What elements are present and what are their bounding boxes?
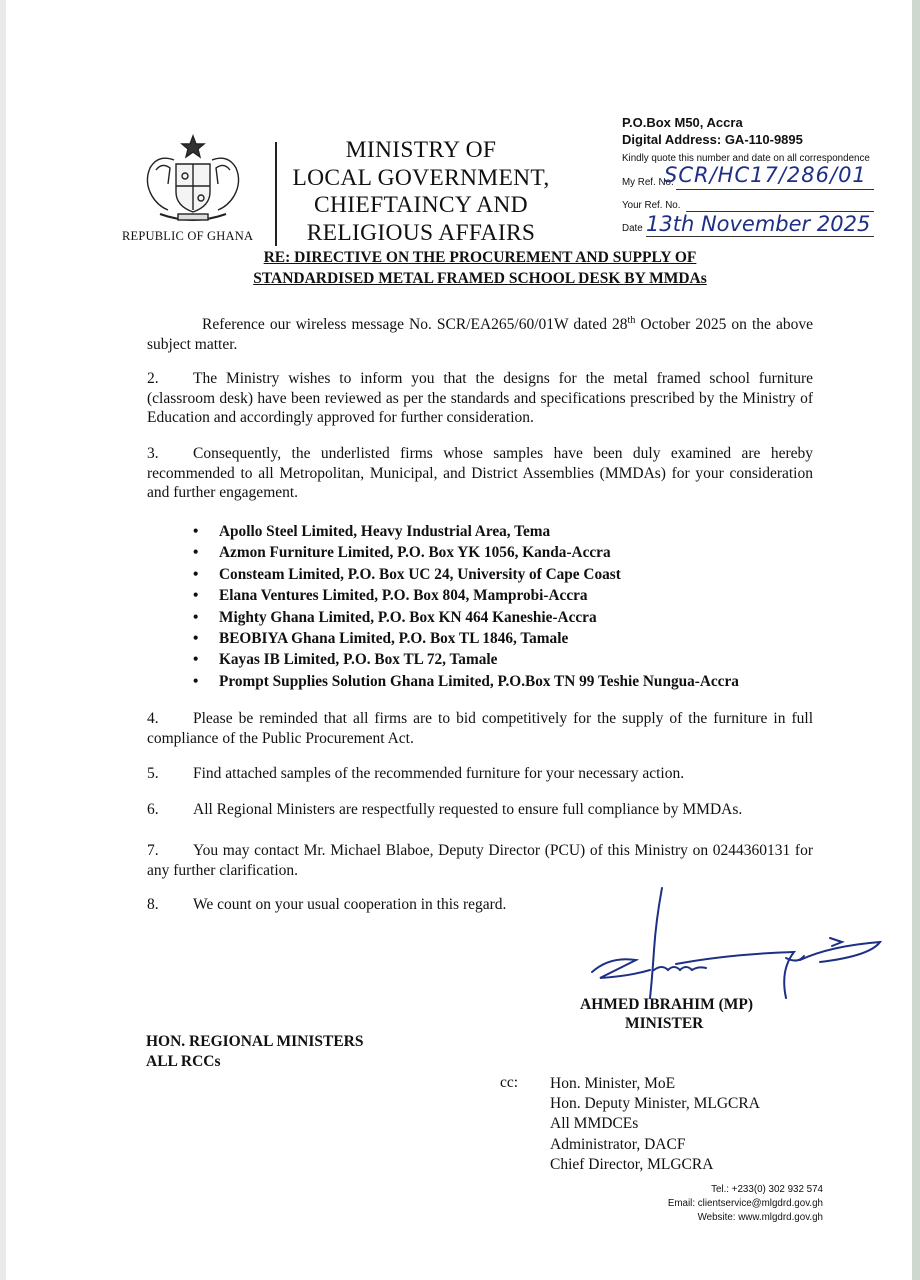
list-item: [193, 564, 739, 585]
list-item: All MMDCEs: [550, 1115, 639, 1133]
paragraph-number: 4.: [147, 710, 159, 727]
list-item: Hon. Minister, MoE: [550, 1075, 676, 1092]
page-right-edge: [912, 0, 920, 1280]
paragraph-number: 2.: [147, 370, 159, 387]
paragraph-4-text: Please be reminded that all firms are to bid competitively for the supply of the furniture in full compliance of the Public Procurement Act.: [147, 710, 813, 747]
paragraph-3: [147, 444, 813, 503]
addressee-line: HON. REGIONAL MINISTERS: [146, 1033, 364, 1050]
contact-website: Website: www.mlgdrd.gov.gh: [697, 1211, 823, 1223]
paragraph-5: [147, 764, 813, 784]
paragraph-2: [147, 369, 813, 428]
firm-name: Elana Ventures Limited, P.O. Box 804, Mamprobi-Accra: [219, 587, 588, 605]
date-label: Date: [622, 223, 643, 234]
bullet-icon: •: [193, 587, 199, 605]
firm-name: Prompt Supplies Solution Ghana Limited, P.O.Box TN 99 Teshie Nungua-Accra: [219, 672, 739, 690]
list-item: [193, 542, 739, 563]
my-ref-label: My Ref. No.: [622, 177, 674, 188]
signatory-title: MINISTER: [625, 1015, 704, 1032]
handwritten-signature-icon: [580, 880, 900, 1000]
paragraph-1-superscript: th: [627, 315, 636, 326]
list-item: Chief Director, MLGCRA: [550, 1155, 714, 1173]
contact-footer: [668, 1183, 823, 1224]
quote-note: Kindly quote this number and date on all correspondence: [622, 153, 870, 164]
paragraph-number: 3.: [147, 445, 159, 462]
firm-name: Apollo Steel Limited, Heavy Industrial Area, Tema: [219, 523, 551, 540]
firm-name: Azmon Furniture Limited, P.O. Box YK 1056, Kanda-Accra: [219, 544, 611, 562]
cc-label: cc:: [500, 1074, 519, 1091]
firm-name: Kayas IB Limited, P.O. Box TL 72, Tamale: [219, 651, 498, 669]
paragraph-8-text: We count on your usual cooperation in this regard.: [193, 896, 507, 913]
header-divider: [275, 142, 277, 246]
recommended-firms-list: [193, 521, 739, 692]
paragraph-number: 5.: [147, 765, 159, 782]
firm-name: Consteam Limited, P.O. Box UC 24, University of Cape Coast: [219, 565, 621, 583]
bullet-icon: •: [193, 608, 199, 626]
list-item: [193, 607, 739, 628]
contact-tel: Tel.: +233(0) 302 932 574: [711, 1184, 823, 1195]
ministry-line: MINISTRY OF: [345, 137, 497, 163]
paragraph-6: [147, 800, 813, 820]
paragraph-7: [147, 841, 813, 880]
ministry-line: LOCAL GOVERNMENT,: [292, 164, 550, 191]
list-item: [193, 628, 739, 649]
paragraph-6-text: All Regional Ministers are respectfully requested to ensure full compliance by MMDAs.: [193, 801, 743, 818]
paragraph-1: [147, 311, 813, 354]
addressee: [146, 1032, 363, 1071]
paragraph-5-text: Find attached samples of the recommended furniture for your necessary action.: [193, 765, 685, 782]
republic-of-ghana-label: REPUBLIC OF GHANA: [122, 229, 254, 243]
letter-subject-line-2: STANDARDISED METAL FRAMED SCHOOL DESK BY MMDAs: [253, 270, 707, 287]
paragraph-number: 8.: [147, 896, 159, 913]
date-handwritten: 13th November 2025: [646, 212, 871, 236]
digital-address: Digital Address: GA-110-9895: [622, 132, 803, 147]
bullet-icon: •: [193, 523, 199, 540]
ghana-coat-of-arms-icon: [138, 134, 248, 226]
firm-name: Mighty Ghana Limited, P.O. Box KN 464 Kaneshie-Accra: [219, 608, 597, 626]
bullet-icon: •: [193, 565, 199, 583]
cc-recipient-list: [550, 1074, 760, 1175]
letter-subject-line-1: RE: DIRECTIVE ON THE PROCUREMENT AND SUPPLY OF: [263, 249, 697, 266]
ministry-address: [622, 114, 803, 148]
list-item: Administrator, DACF: [550, 1135, 686, 1153]
addressee-line: ALL RCCs: [146, 1052, 221, 1070]
paragraph-2-text: The Ministry wishes to inform you that the designs for the metal framed school furniture (classroom desk) have been reviewed as per the standards and specifications prescribed by the Ministry of Education and accordingly approved for further consideration.: [147, 370, 813, 426]
your-ref-label: Your Ref. No.: [622, 200, 681, 211]
list-item: [193, 671, 739, 692]
contact-email: Email: clientservice@mlgdrd.gov.gh: [667, 1197, 823, 1209]
paragraph-4: [147, 709, 813, 748]
ministry-name: [284, 137, 558, 247]
paragraph-1-text-b: October 2025 on the above subject matter.: [147, 316, 813, 353]
page-left-edge: [0, 0, 6, 1280]
list-item: [193, 521, 739, 542]
bullet-icon: •: [193, 651, 199, 669]
firm-name: BEOBIYA Ghana Limited, P.O. Box TL 1846, Tamale: [219, 630, 569, 648]
paragraph-1-text-a: Reference our wireless message No. SCR/EA265/60/01W dated 28: [202, 316, 628, 334]
list-item: [193, 649, 739, 670]
list-item: Hon. Deputy Minister, MLGCRA: [550, 1095, 760, 1113]
date-line: [646, 236, 874, 237]
paragraph-number: 7.: [147, 842, 159, 859]
bullet-icon: •: [193, 630, 199, 648]
bullet-icon: •: [193, 672, 199, 690]
paragraph-7-text: You may contact Mr. Michael Blaboe, Deputy Director (PCU) of this Ministry on 0244360131 for any further clarification.: [147, 842, 813, 879]
my-ref-line: [676, 189, 874, 190]
list-item: [193, 585, 739, 606]
signatory-name: AHMED IBRAHIM (MP): [580, 996, 754, 1013]
bullet-icon: •: [193, 544, 199, 562]
my-ref-handwritten: SCR/HC17/286/01: [664, 163, 867, 187]
ministry-line: CHIEFTAINCY AND: [314, 192, 528, 218]
paragraph-3-text: Consequently, the underlisted firms whose samples have been duly examined are hereby recommended to all Metropolitan, Municipal, and District Assemblies (MMDAs) for your consideration and further engagement.: [147, 445, 813, 501]
ministry-line: RELIGIOUS AFFAIRS: [306, 219, 536, 246]
paragraph-number: 6.: [147, 801, 159, 818]
po-box: P.O.Box M50, Accra: [622, 115, 743, 130]
